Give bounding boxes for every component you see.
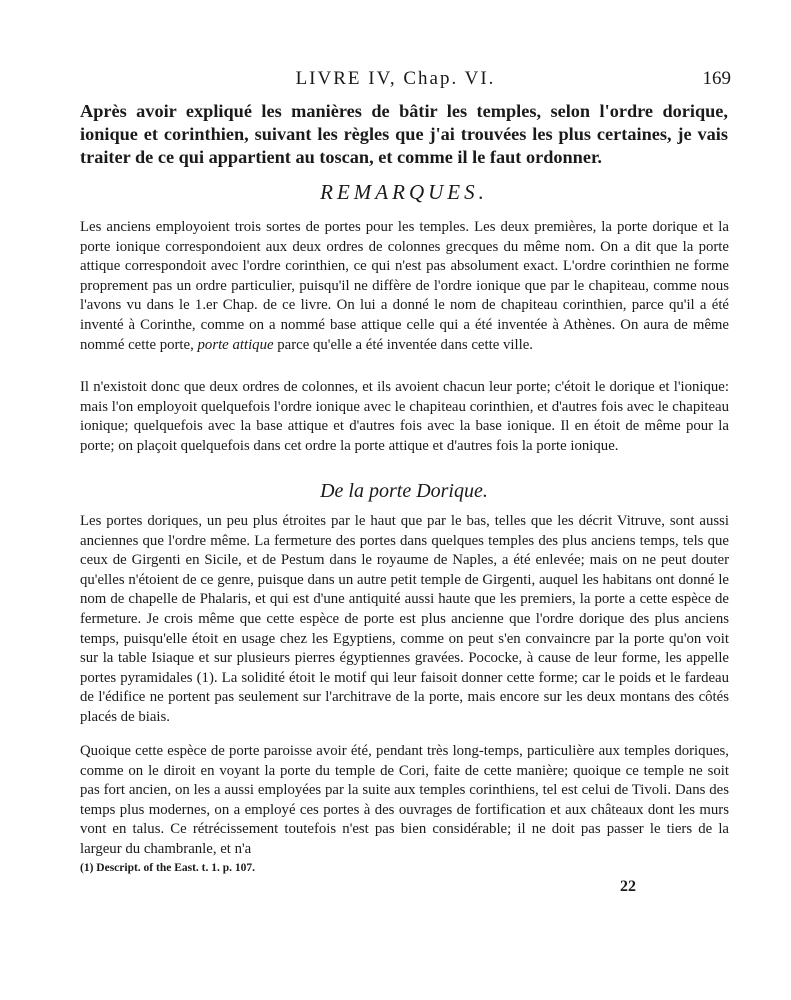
paragraph-1 [80, 218, 729, 355]
paragraph-1-text: Les anciens employoient trois sortes de portes pour les temples. Les deux premières, la porte dorique et la porte ionique correspondoient aux deux ordres de colonnes grecques du même nom. On a dit que la porte attique correspondoit avec l'ordre corinthien, ce qui n'est pas absolument exact. L'ordre corinthien ne forme proprement pas un ordre particulier, puisqu'il ne diffère de l'ordre ionique que par le chapiteau, comme nous l'avons vu dans le 1.er Chap. de ce livre. On lui a donné le nom de chapiteau corinthien, parce qu'il a été inventé à Corinthe, comme on a nommé base attique celle qui a été inventée à Athènes. On aura de même nommé cette porte, [80, 219, 729, 353]
paragraph-1-italic: porte attique [197, 336, 274, 353]
footnote: (1) Descript. of the East. t. 1. p. 107. [80, 862, 256, 874]
page-number: 169 [702, 68, 731, 89]
paragraph-1-text-end: parce qu'elle a été inventée dans cette ville. [277, 336, 533, 353]
intro-paragraph: Après avoir expliqué les manières de bâtir les temples, selon l'ordre dorique, ionique et corinthien, suivant les règles que j'ai trouvées les plus certaines, je vais traiter de ce qui appartient au toscan, et comme il le faut ordonner. [80, 101, 728, 167]
running-title: LIVRE IV, Chap. VI. [295, 68, 496, 89]
page-header [60, 68, 731, 96]
section-heading: De la porte Dorique. [320, 480, 488, 502]
paragraph-4: Quoique cette espèce de porte paroisse avoir été, pendant très long-temps, particulière aux temples doriques, comme on le diroit en voyant la porte du temple de Cori, faite de cette manière; quoique ce temple ne soit pas fort ancien, on les a aussi employées par la suite aux temples corinthiens, tel est celui de Tivoli. Dans des temps plus modernes, on a employé ces portes à des ouvrages de fortification et aux châteaux dont les murs vont en talus. Ce rétrécissement toutefois n'est pas bien considérable; il ne doit pas passer le tiers de la largeur du chambranle, et n'a [80, 743, 729, 857]
remarques-heading: REMARQUES. [320, 180, 488, 204]
paragraph-2: Il n'existoit donc que deux ordres de colonnes, et ils avoient chacun leur porte; c'étoit le dorique et l'ionique: mais l'on employoit quelquefois l'ordre ionique avec le chapiteau corinthien, et d'autres fois avec le chapiteau ionique; quelquefois avec la base attique et d'autres fois avec la base ionique. Il en étoit de même pour la porte; on plaçoit quelquefois dans cet ordre la porte attique et d'autres fois la porte ionique. [80, 379, 729, 454]
signature-mark: 22 [620, 878, 636, 895]
paragraph-3: Les portes doriques, un peu plus étroites par le haut que par le bas, telles que les décrit Vitruve, sont aussi anciennes que l'ordre même. La fermeture des portes dans quelques temples des plus anciens temps, tels que ceux de Girgenti en Sicile, et de Pestum dans le royaume de Naples, a été enlevée; mais on ne peut douter qu'elles n'étoient de ce genre, puisque dans un autre petit temple de Girgenti, auquel les habitans ont donné le nom de chapelle de Phalaris, et qui est d'une antiquité aussi haute que les premiers, la porte a cette espèce de fermeture. Je crois même que cette espèce de porte est plus ancienne que l'ordre dorique des plus anciens temps, puisqu'elle étoit en usage chez les Egyptiens, comme on peut s'en convaincre par la porte qu'on voit sur la table Isiaque et sur plusieurs pierres égyptiennes gravées. Pococke, à cause de leur forme, les appelle portes pyramidales (1). La solidité étoit le motif qui leur faisoit donner cette forme; car le poids et le fardeau de l'édifice ne portent pas seulement sur l'architrave de la porte, mais encore sur les deux montans des côtés placés de biais. [80, 513, 729, 725]
